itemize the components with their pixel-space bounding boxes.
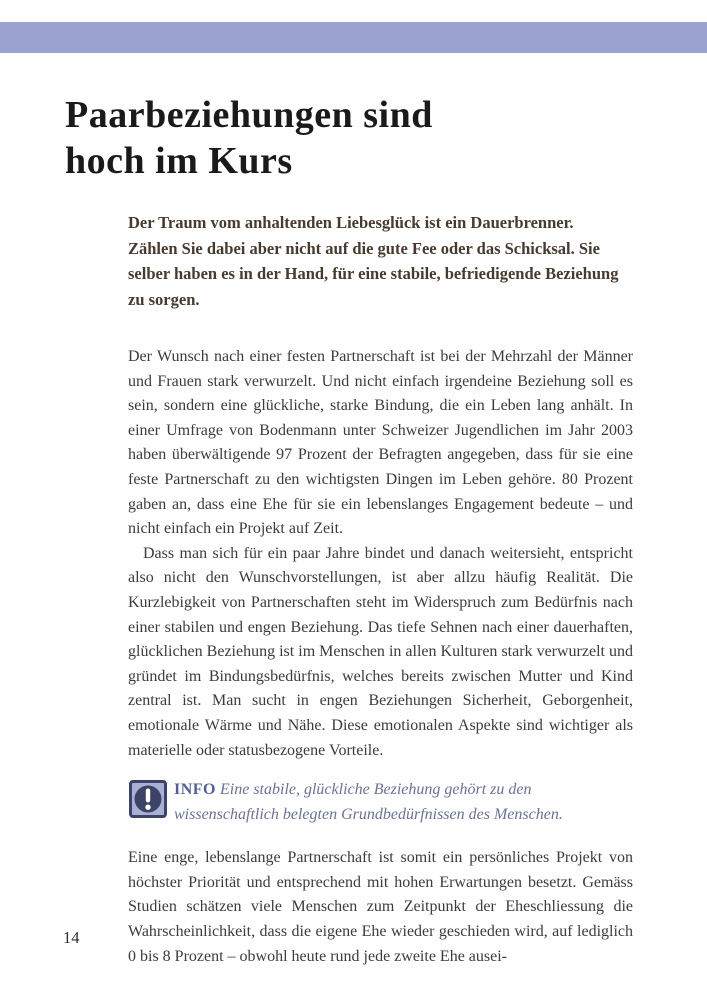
body-text-block-2 <box>128 846 633 969</box>
info-exclamation-icon <box>129 780 167 818</box>
info-box <box>128 778 633 827</box>
info-label: INFO <box>174 781 216 799</box>
paragraph-3: Eine enge, lebenslange Partnerschaft ist somit ein persönliches Projekt von höchster Priorität und entsprechend mit hohen Erwartungen besetzt. Gemäss Studien schätzen viele Menschen zum Zeitpunkt der Eheschliessung die Wahrscheinlichkeit, dass die eigene Ehe wieder geschieden wird, auf lediglich 0 bis 8 Prozent – obwohl heute rund jede zweite Ehe ausei- <box>128 849 633 965</box>
paragraph-1: Der Wunsch nach einer festen Partnerschaft ist bei der Mehrzahl der Männer und Frauen stark verwurzelt. Und nicht einfach irgendeine Beziehung soll es sein, sondern eine glückliche, starke Bindung, die ein Leben lang anhält. In einer Umfrage von Bodenmann unter Schweizer Jugendlichen im Jahr 2003 haben überwältigende 97 Prozent der Befragten angegeben, dass für sie eine feste Partnerschaft zu den wichtigsten Dingen im Leben gehöre. 80 Prozent gaben an, dass eine Ehe für sie ein lebenslanges Engagement bedeute – und nicht einfach ein Projekt auf Zeit. <box>128 348 633 538</box>
info-content <box>174 778 633 827</box>
chapter-title-line2: hoch im Kurs <box>65 140 293 182</box>
info-text: Eine stabile, glückliche Beziehung gehört zu den wissenschaftlich belegten Grundbedürfnissen des Menschen. <box>174 781 563 823</box>
text-column <box>128 0 633 969</box>
body-text-block-1 <box>128 345 633 763</box>
lead-paragraph: Der Traum vom anhaltenden Liebesglück ist ein Dauerbrenner. Zählen Sie dabei aber nicht auf die gute Fee oder das Schicksal. Sie selber haben es in der Hand, für eine stabile, befriedigende Beziehung zu sorgen. <box>128 213 619 309</box>
page-number: 14 <box>63 928 80 947</box>
paragraph-2: Dass man sich für ein paar Jahre bindet und danach weitersieht, entspricht also nicht den Wunschvorstellungen, ist aber allzu häufig Realität. Die Kurzlebigkeit von Partnerschaften steht im Widerspruch zum Bedürfnis nach einer stabilen und engen Beziehung. Das tiefe Sehnen nach einer dauerhaften, glücklichen Beziehung ist im Menschen in allen Kulturen stark verwurzelt und gründet im Bindungsbedürfnis, welches bereits zwischen Mutter und Kind zentral ist. Man sucht in engen Beziehungen Sicherheit, Geborgenheit, emotionale Wärme und Nähe. Diese emotionalen Aspekte sind wichtiger als materielle oder statusbezogene Vorteile. <box>128 544 633 759</box>
chapter-title-line1: Paarbeziehungen sind <box>65 94 433 136</box>
